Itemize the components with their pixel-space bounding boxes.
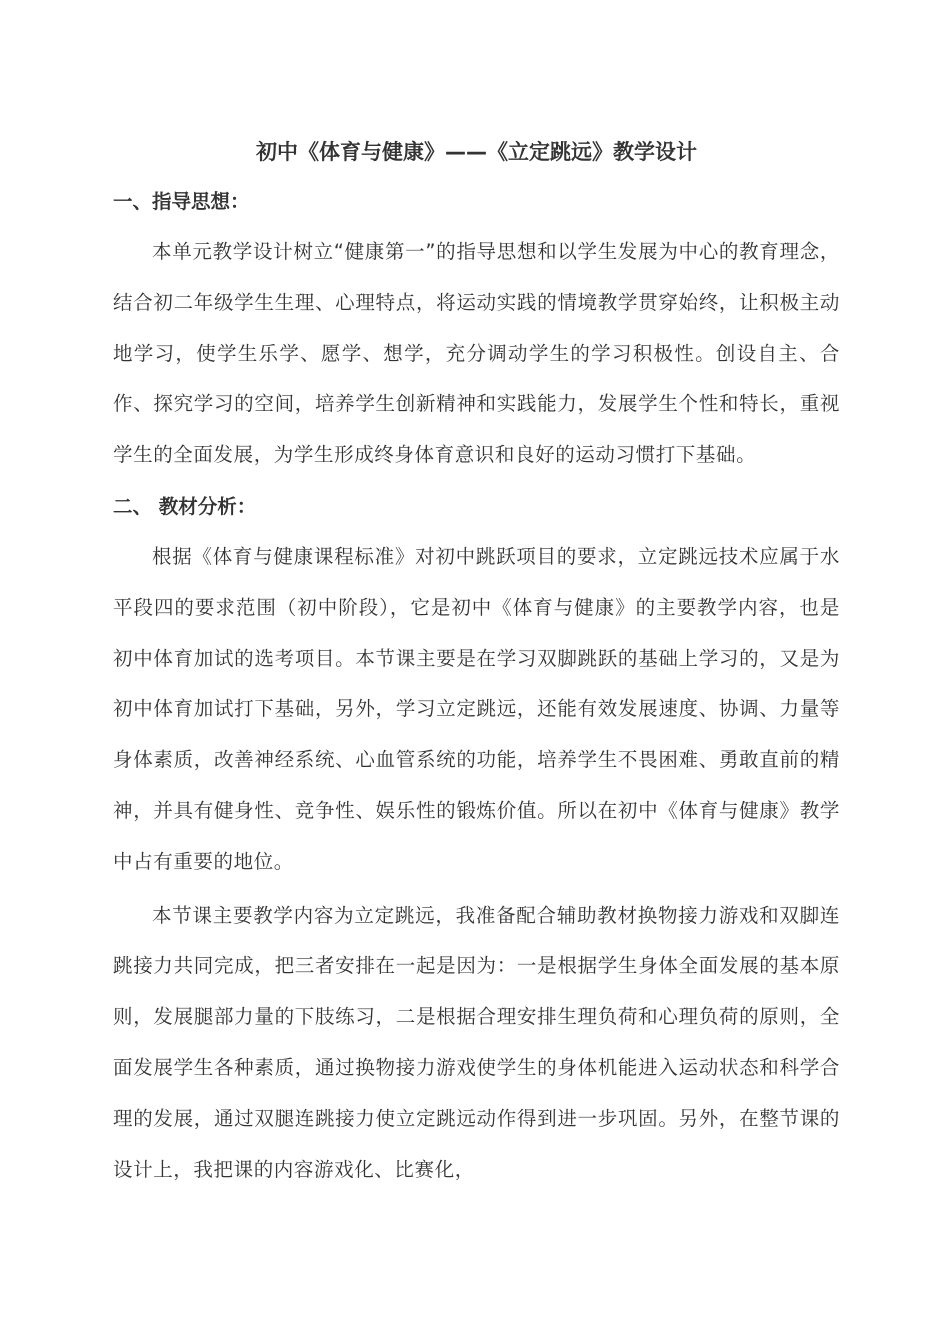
- document-page: [113, 128, 840, 1195]
- paragraph: 本单元教学设计树立“健康第一”的指导思想和以学生发展为中心的教育理念，结合初二年级学生生理、心理特点，将运动实践的情境教学贯穿始终，让积极主动地学习，使学生乐学、愿学、想学，充分调动学生的学习积极性。创设自主、合作、探究学习的空间，培养学生创新精神和实践能力，发展学生个性和特长，重视学生的全面发展，为学生形成终身体育意识和良好的运动习惯打下基础。: [113, 240, 840, 467]
- paragraph: 根据《体育与健康课程标准》对初中跳跃项目的要求，立定跳远技术应属于水平段四的要求范围（初中阶段），它是初中《体育与健康》的主要教学内容，也是初中体育加试的选考项目。本节课主要是在学习双脚跳跃的基础上学习的，又是为初中体育加试打下基础，另外，学习立定跳远，还能有效发展速度、协调、力量等身体素质，改善神经系统、心血管系统的功能，培养学生不畏困难、勇敢直前的精神，并具有健身性、竞争性、娱乐性的锻炼价值。所以在初中《体育与健康》教学中占有重要的地位。: [113, 544, 840, 873]
- section-guiding-ideology: [113, 176, 840, 481]
- section-material-analysis: [113, 481, 840, 1195]
- section-heading: 二、 教材分析：: [113, 494, 257, 518]
- paragraph: 本节课主要教学内容为立定跳远，我准备配合辅助教材换物接力游戏和双脚连跳接力共同完成，把三者安排在一起是因为：一是根据学生身体全面发展的基本原则，发展腿部力量的下肢练习，二是根据合理安排生理负荷和心理负荷的原则，全面发展学生各种素质，通过换物接力游戏使学生的身体机能进入运动状态和科学合理的发展，通过双腿连跳接力使立定跳远动作得到进一步巩固。另外，在整节课的设计上，我把课的内容游戏化、比赛化，: [113, 903, 840, 1181]
- section-heading: 一、指导思想：: [113, 190, 250, 213]
- document-title: 初中《体育与健康》——《立定跳远》教学设计: [256, 140, 697, 164]
